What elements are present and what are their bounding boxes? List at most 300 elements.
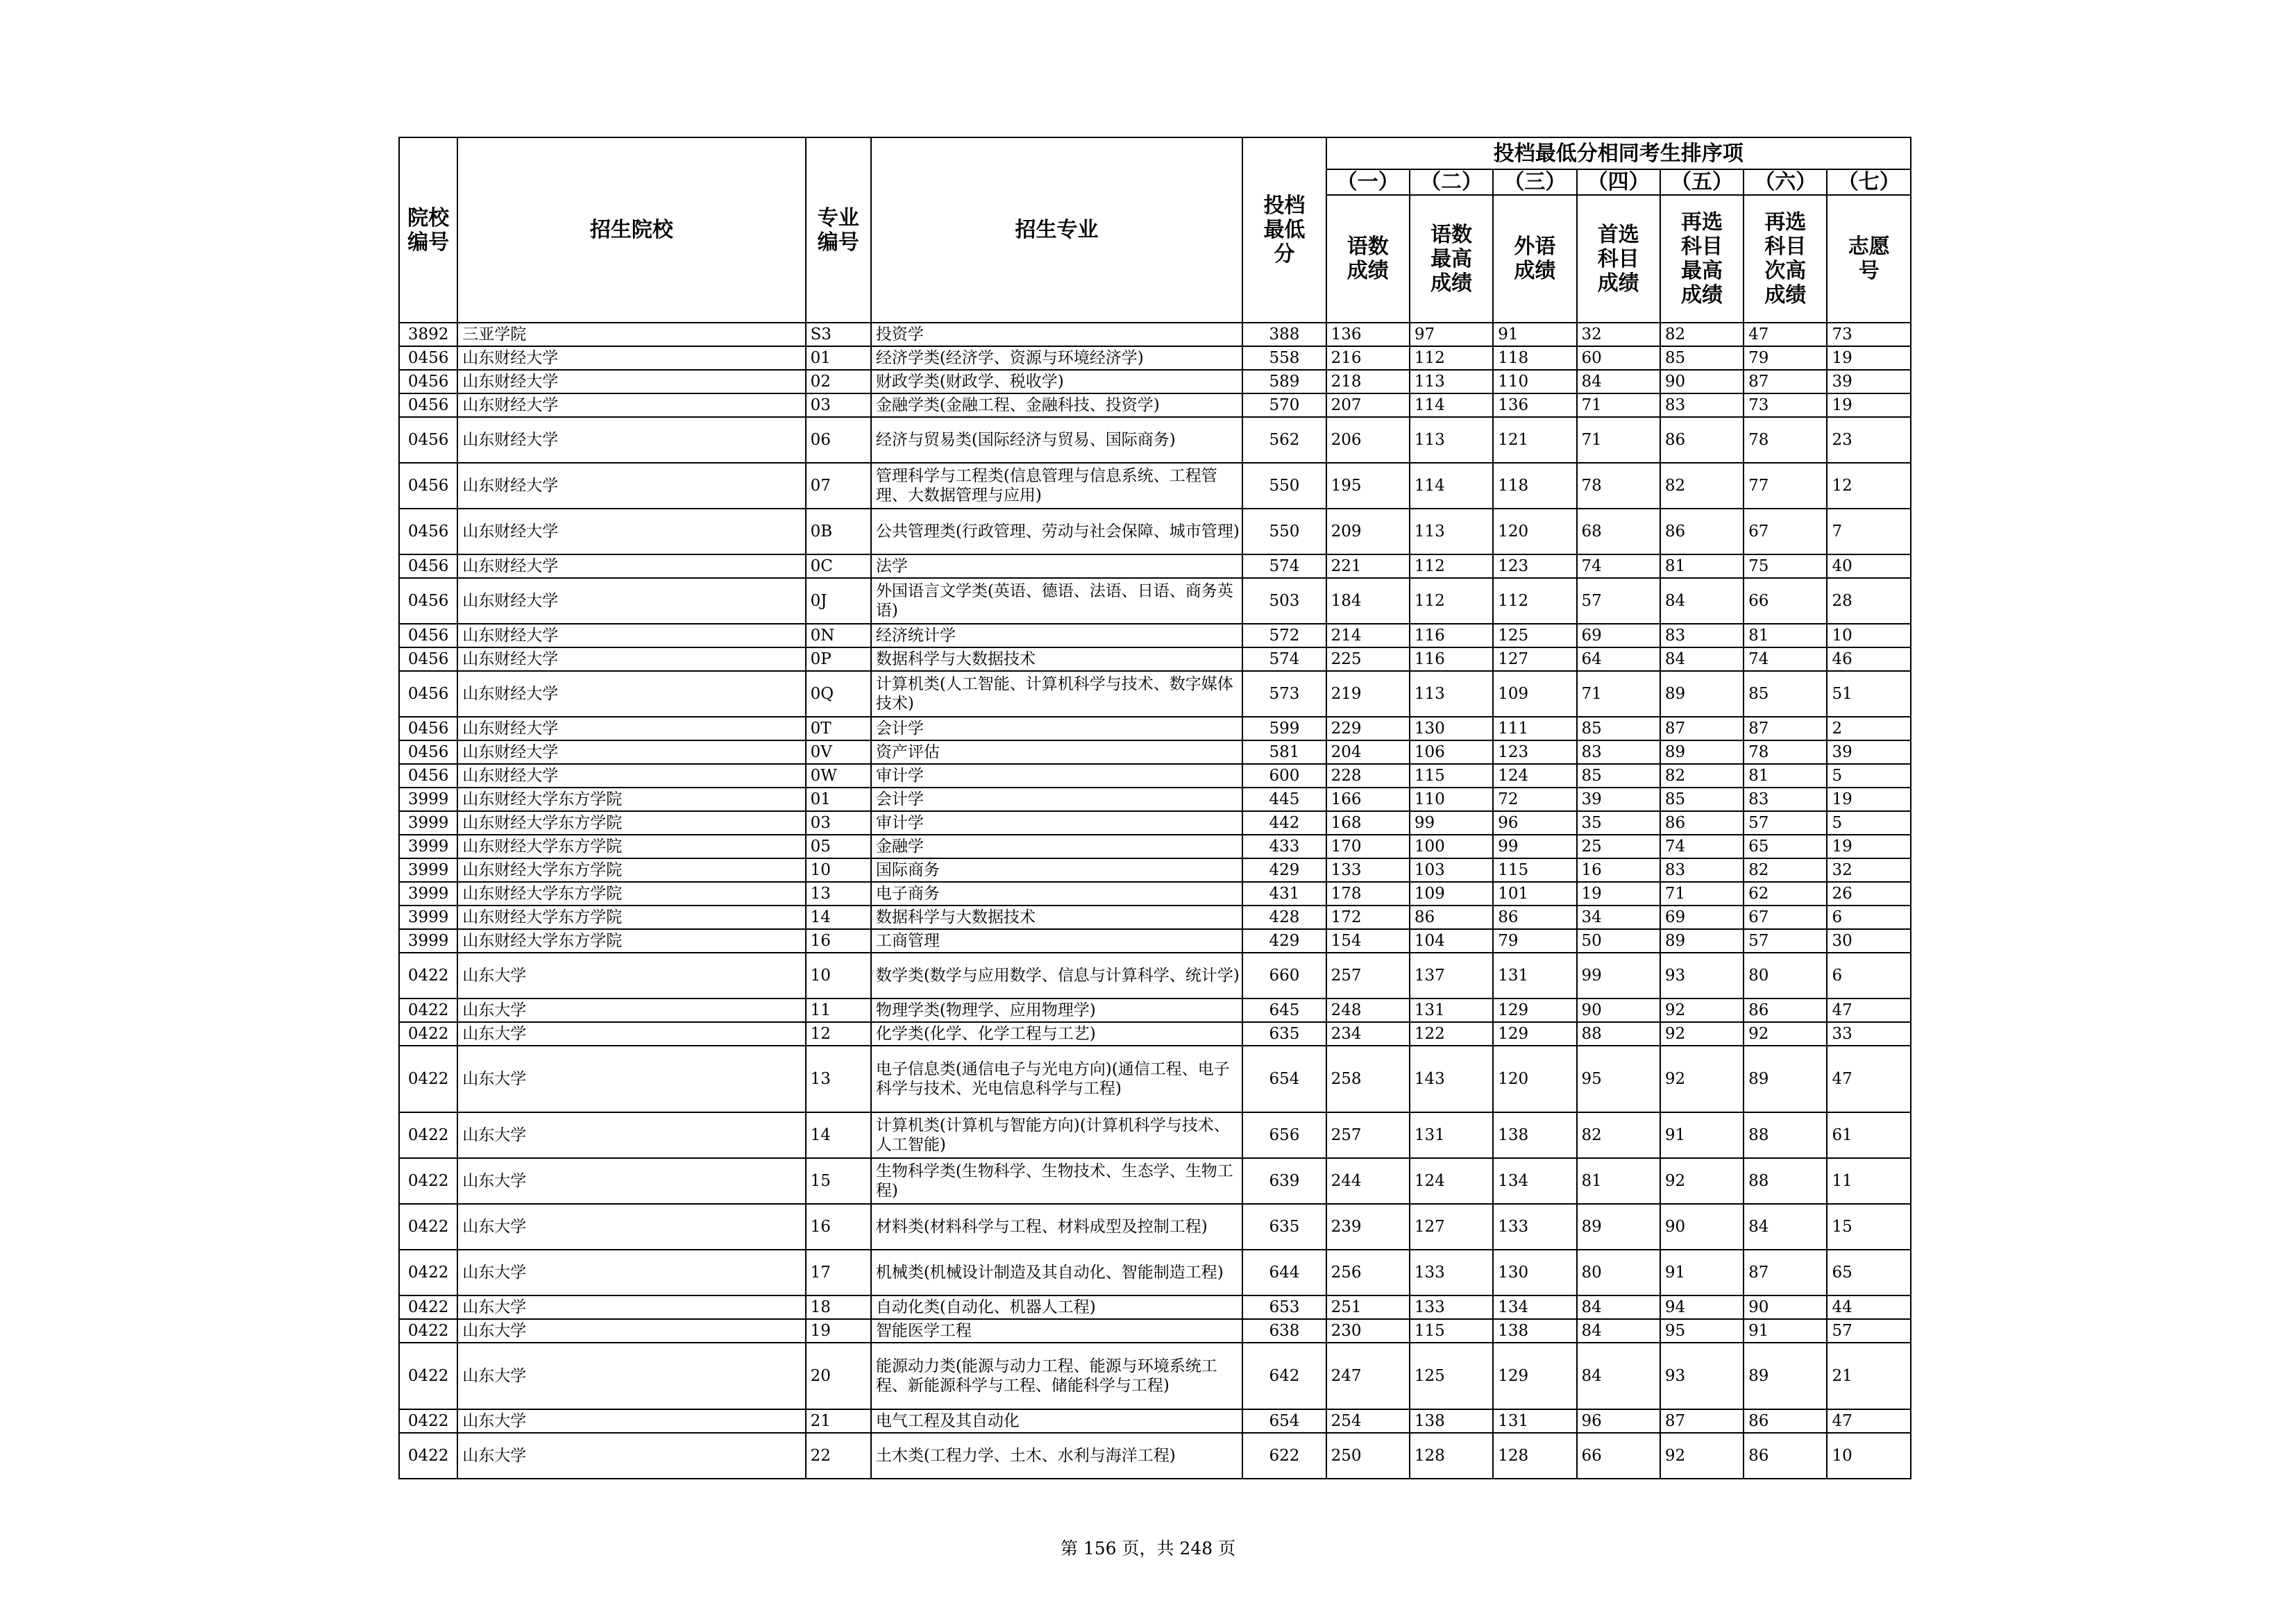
yushu-max-cell: 133	[1410, 1250, 1493, 1295]
min-score-cell: 638	[1242, 1319, 1326, 1343]
school-name-cell: 山东大学	[457, 953, 805, 999]
preference-no-cell: 26	[1827, 882, 1911, 906]
yushu-max-cell: 128	[1410, 1433, 1493, 1479]
second-next-cell: 85	[1744, 671, 1827, 717]
second-next-cell: 74	[1744, 647, 1827, 671]
foreign-lang-cell: 129	[1493, 1343, 1576, 1409]
major-name-cell: 投资学	[871, 323, 1242, 346]
second-next-cell: 88	[1744, 1112, 1827, 1158]
table-row	[399, 1158, 1911, 1204]
preference-no-cell: 39	[1827, 370, 1911, 393]
yushu-max-cell: 125	[1410, 1343, 1493, 1409]
second-max-cell: 83	[1660, 858, 1744, 882]
yushu-score-cell: 172	[1326, 906, 1410, 929]
major-code-cell: 11	[806, 999, 871, 1022]
second-next-cell: 89	[1744, 1343, 1827, 1409]
second-max-cell: 91	[1660, 1112, 1744, 1158]
yushu-score-cell: 214	[1326, 624, 1410, 647]
preference-no-cell: 47	[1827, 1046, 1911, 1112]
school-code-cell: 0422	[399, 999, 457, 1022]
school-code-cell: 0422	[399, 1433, 457, 1479]
header-order-item: 再选科目最高成绩	[1660, 195, 1744, 323]
school-code-cell: 0456	[399, 509, 457, 554]
foreign-lang-cell: 124	[1493, 764, 1576, 788]
first-subject-cell: 16	[1577, 858, 1660, 882]
foreign-lang-cell: 72	[1493, 788, 1576, 811]
major-code-cell: 06	[806, 417, 871, 463]
min-score-cell: 550	[1242, 463, 1326, 509]
min-score-cell: 639	[1242, 1158, 1326, 1204]
second-next-cell: 79	[1744, 346, 1827, 370]
major-code-cell: 0N	[806, 624, 871, 647]
foreign-lang-cell: 99	[1493, 835, 1576, 858]
header-school: 招生院校	[457, 137, 805, 323]
first-subject-cell: 71	[1577, 671, 1660, 717]
foreign-lang-cell: 118	[1493, 346, 1576, 370]
table-row	[399, 811, 1911, 835]
foreign-lang-cell: 115	[1493, 858, 1576, 882]
school-name-cell: 山东财经大学	[457, 509, 805, 554]
major-name-cell: 数据科学与大数据技术	[871, 647, 1242, 671]
yushu-max-cell: 112	[1410, 554, 1493, 578]
second-max-cell: 69	[1660, 906, 1744, 929]
yushu-max-cell: 133	[1410, 1295, 1493, 1319]
foreign-lang-cell: 138	[1493, 1112, 1576, 1158]
second-max-cell: 89	[1660, 671, 1744, 717]
second-next-cell: 66	[1744, 578, 1827, 624]
table-row	[399, 393, 1911, 417]
major-code-cell: 0J	[806, 578, 871, 624]
second-next-cell: 90	[1744, 1295, 1827, 1319]
school-code-cell: 0456	[399, 647, 457, 671]
second-max-cell: 83	[1660, 393, 1744, 417]
foreign-lang-cell: 120	[1493, 1046, 1576, 1112]
table-row	[399, 858, 1911, 882]
major-code-cell: 14	[806, 906, 871, 929]
first-subject-cell: 66	[1577, 1433, 1660, 1479]
school-code-cell: 0422	[399, 1250, 457, 1295]
second-next-cell: 86	[1744, 1433, 1827, 1479]
major-code-cell: 20	[806, 1343, 871, 1409]
school-code-cell: 0456	[399, 463, 457, 509]
yushu-score-cell: 254	[1326, 1409, 1410, 1433]
yushu-max-cell: 138	[1410, 1409, 1493, 1433]
preference-no-cell: 5	[1827, 811, 1911, 835]
table-row	[399, 323, 1911, 346]
second-max-cell: 74	[1660, 835, 1744, 858]
school-code-cell: 0456	[399, 578, 457, 624]
header-order-item: 语数最高成绩	[1410, 195, 1493, 323]
foreign-lang-cell: 120	[1493, 509, 1576, 554]
major-code-cell: 19	[806, 1319, 871, 1343]
school-name-cell: 山东大学	[457, 1433, 805, 1479]
school-code-cell: 3999	[399, 788, 457, 811]
second-max-cell: 82	[1660, 323, 1744, 346]
yushu-max-cell: 99	[1410, 811, 1493, 835]
school-code-cell: 3999	[399, 882, 457, 906]
yushu-max-cell: 110	[1410, 788, 1493, 811]
school-name-cell: 山东财经大学	[457, 370, 805, 393]
school-code-cell: 0422	[399, 1295, 457, 1319]
second-max-cell: 81	[1660, 554, 1744, 578]
second-next-cell: 92	[1744, 1022, 1827, 1046]
major-name-cell: 电子信息类(通信电子与光电方向)(通信工程、电子科学与技术、光电信息科学与工程)	[871, 1046, 1242, 1112]
major-code-cell: 03	[806, 393, 871, 417]
first-subject-cell: 88	[1577, 1022, 1660, 1046]
major-code-cell: 0P	[806, 647, 871, 671]
min-score-cell: 644	[1242, 1250, 1326, 1295]
foreign-lang-cell: 125	[1493, 624, 1576, 647]
school-name-cell: 山东大学	[457, 1250, 805, 1295]
min-score-cell: 574	[1242, 647, 1326, 671]
school-name-cell: 山东大学	[457, 1295, 805, 1319]
second-next-cell: 84	[1744, 1204, 1827, 1250]
school-name-cell: 山东财经大学东方学院	[457, 788, 805, 811]
school-code-cell: 0422	[399, 1158, 457, 1204]
table-row	[399, 764, 1911, 788]
preference-no-cell: 2	[1827, 717, 1911, 740]
preference-no-cell: 47	[1827, 999, 1911, 1022]
school-code-cell: 0422	[399, 1046, 457, 1112]
first-subject-cell: 95	[1577, 1046, 1660, 1112]
school-name-cell: 山东大学	[457, 1343, 805, 1409]
foreign-lang-cell: 129	[1493, 999, 1576, 1022]
yushu-score-cell: 250	[1326, 1433, 1410, 1479]
table-row	[399, 554, 1911, 578]
school-code-cell: 0422	[399, 953, 457, 999]
second-max-cell: 94	[1660, 1295, 1744, 1319]
second-max-cell: 82	[1660, 463, 1744, 509]
second-next-cell: 65	[1744, 835, 1827, 858]
preference-no-cell: 6	[1827, 906, 1911, 929]
yushu-score-cell: 256	[1326, 1250, 1410, 1295]
yushu-score-cell: 204	[1326, 740, 1410, 764]
preference-no-cell: 39	[1827, 740, 1911, 764]
major-name-cell: 会计学	[871, 788, 1242, 811]
yushu-score-cell: 239	[1326, 1204, 1410, 1250]
major-name-cell: 金融学类(金融工程、金融科技、投资学)	[871, 393, 1242, 417]
second-next-cell: 77	[1744, 463, 1827, 509]
yushu-max-cell: 115	[1410, 1319, 1493, 1343]
second-max-cell: 85	[1660, 788, 1744, 811]
second-next-cell: 91	[1744, 1319, 1827, 1343]
min-score-cell: 653	[1242, 1295, 1326, 1319]
table-row	[399, 1250, 1911, 1295]
major-name-cell: 国际商务	[871, 858, 1242, 882]
header-order-item: 语数成绩	[1326, 195, 1410, 323]
major-code-cell: 0T	[806, 717, 871, 740]
second-max-cell: 92	[1660, 1433, 1744, 1479]
school-name-cell: 山东大学	[457, 1112, 805, 1158]
min-score-cell: 570	[1242, 393, 1326, 417]
yushu-max-cell: 116	[1410, 647, 1493, 671]
yushu-score-cell: 166	[1326, 788, 1410, 811]
yushu-score-cell: 234	[1326, 1022, 1410, 1046]
first-subject-cell: 68	[1577, 509, 1660, 554]
second-next-cell: 75	[1744, 554, 1827, 578]
yushu-score-cell: 257	[1326, 1112, 1410, 1158]
preference-no-cell: 5	[1827, 764, 1911, 788]
foreign-lang-cell: 128	[1493, 1433, 1576, 1479]
second-next-cell: 82	[1744, 858, 1827, 882]
school-code-cell: 0422	[399, 1409, 457, 1433]
major-name-cell: 计算机类(人工智能、计算机科学与技术、数字媒体技术)	[871, 671, 1242, 717]
yushu-max-cell: 124	[1410, 1158, 1493, 1204]
school-name-cell: 山东财经大学东方学院	[457, 906, 805, 929]
school-code-cell: 0456	[399, 417, 457, 463]
yushu-max-cell: 97	[1410, 323, 1493, 346]
foreign-lang-cell: 118	[1493, 463, 1576, 509]
yushu-score-cell: 154	[1326, 929, 1410, 953]
preference-no-cell: 40	[1827, 554, 1911, 578]
school-name-cell: 山东财经大学	[457, 764, 805, 788]
second-max-cell: 84	[1660, 578, 1744, 624]
second-max-cell: 90	[1660, 1204, 1744, 1250]
yushu-max-cell: 115	[1410, 764, 1493, 788]
header-order-label: （二）	[1410, 169, 1493, 195]
second-max-cell: 85	[1660, 346, 1744, 370]
table-row	[399, 370, 1911, 393]
first-subject-cell: 82	[1577, 1112, 1660, 1158]
min-score-cell: 574	[1242, 554, 1326, 578]
yushu-max-cell: 131	[1410, 999, 1493, 1022]
major-name-cell: 智能医学工程	[871, 1319, 1242, 1343]
foreign-lang-cell: 134	[1493, 1158, 1576, 1204]
second-max-cell: 92	[1660, 1022, 1744, 1046]
school-code-cell: 0456	[399, 393, 457, 417]
yushu-score-cell: 216	[1326, 346, 1410, 370]
preference-no-cell: 65	[1827, 1250, 1911, 1295]
major-code-cell: 13	[806, 1046, 871, 1112]
second-max-cell: 84	[1660, 647, 1744, 671]
school-name-cell: 山东大学	[457, 1158, 805, 1204]
table-row	[399, 1022, 1911, 1046]
school-name-cell: 山东大学	[457, 999, 805, 1022]
school-code-cell: 0456	[399, 671, 457, 717]
major-code-cell: 0Q	[806, 671, 871, 717]
yushu-score-cell: 219	[1326, 671, 1410, 717]
min-score-cell: 642	[1242, 1343, 1326, 1409]
yushu-score-cell: 257	[1326, 953, 1410, 999]
second-next-cell: 88	[1744, 1158, 1827, 1204]
min-score-cell: 573	[1242, 671, 1326, 717]
yushu-max-cell: 86	[1410, 906, 1493, 929]
table-row	[399, 647, 1911, 671]
first-subject-cell: 71	[1577, 393, 1660, 417]
second-next-cell: 57	[1744, 811, 1827, 835]
major-name-cell: 自动化类(自动化、机器人工程)	[871, 1295, 1242, 1319]
second-max-cell: 71	[1660, 882, 1744, 906]
school-code-cell: 3892	[399, 323, 457, 346]
major-name-cell: 经济与贸易类(国际经济与贸易、国际商务)	[871, 417, 1242, 463]
foreign-lang-cell: 123	[1493, 554, 1576, 578]
first-subject-cell: 32	[1577, 323, 1660, 346]
first-subject-cell: 34	[1577, 906, 1660, 929]
major-code-cell: 12	[806, 1022, 871, 1046]
header-order-item: 首选科目成绩	[1577, 195, 1660, 323]
yushu-max-cell: 113	[1410, 509, 1493, 554]
major-name-cell: 电气工程及其自动化	[871, 1409, 1242, 1433]
foreign-lang-cell: 127	[1493, 647, 1576, 671]
school-code-cell: 3999	[399, 835, 457, 858]
second-max-cell: 86	[1660, 811, 1744, 835]
yushu-score-cell: 228	[1326, 764, 1410, 788]
school-name-cell: 山东大学	[457, 1022, 805, 1046]
foreign-lang-cell: 138	[1493, 1319, 1576, 1343]
yushu-max-cell: 100	[1410, 835, 1493, 858]
second-next-cell: 47	[1744, 323, 1827, 346]
preference-no-cell: 46	[1827, 647, 1911, 671]
preference-no-cell: 57	[1827, 1319, 1911, 1343]
second-max-cell: 92	[1660, 1158, 1744, 1204]
major-name-cell: 会计学	[871, 717, 1242, 740]
major-code-cell: 14	[806, 1112, 871, 1158]
min-score-cell: 635	[1242, 1204, 1326, 1250]
school-name-cell: 山东财经大学	[457, 554, 805, 578]
header-major-code: 专业编号	[806, 137, 871, 323]
preference-no-cell: 61	[1827, 1112, 1911, 1158]
foreign-lang-cell: 130	[1493, 1250, 1576, 1295]
major-code-cell: 16	[806, 929, 871, 953]
yushu-score-cell: 184	[1326, 578, 1410, 624]
school-name-cell: 山东财经大学	[457, 740, 805, 764]
major-code-cell: 0B	[806, 509, 871, 554]
foreign-lang-cell: 133	[1493, 1204, 1576, 1250]
first-subject-cell: 57	[1577, 578, 1660, 624]
foreign-lang-cell: 79	[1493, 929, 1576, 953]
first-subject-cell: 19	[1577, 882, 1660, 906]
major-name-cell: 经济学类(经济学、资源与环境经济学)	[871, 346, 1242, 370]
header-min-score: 投档最低分	[1242, 137, 1326, 323]
preference-no-cell: 32	[1827, 858, 1911, 882]
first-subject-cell: 90	[1577, 999, 1660, 1022]
school-name-cell: 山东财经大学	[457, 647, 805, 671]
major-name-cell: 工商管理	[871, 929, 1242, 953]
major-name-cell: 资产评估	[871, 740, 1242, 764]
second-max-cell: 87	[1660, 1409, 1744, 1433]
table-row	[399, 953, 1911, 999]
first-subject-cell: 89	[1577, 1204, 1660, 1250]
school-code-cell: 0422	[399, 1319, 457, 1343]
min-score-cell: 445	[1242, 788, 1326, 811]
header-order-item: 再选科目次高成绩	[1744, 195, 1827, 323]
major-code-cell: 01	[806, 788, 871, 811]
major-code-cell: 05	[806, 835, 871, 858]
school-name-cell: 山东财经大学东方学院	[457, 811, 805, 835]
header-order-label: （四）	[1577, 169, 1660, 195]
school-code-cell: 3999	[399, 811, 457, 835]
first-subject-cell: 84	[1577, 1343, 1660, 1409]
school-code-cell: 0456	[399, 346, 457, 370]
first-subject-cell: 35	[1577, 811, 1660, 835]
yushu-score-cell: 209	[1326, 509, 1410, 554]
preference-no-cell: 28	[1827, 578, 1911, 624]
table-row	[399, 671, 1911, 717]
yushu-max-cell: 143	[1410, 1046, 1493, 1112]
table-row	[399, 578, 1911, 624]
yushu-max-cell: 137	[1410, 953, 1493, 999]
second-next-cell: 67	[1744, 509, 1827, 554]
foreign-lang-cell: 121	[1493, 417, 1576, 463]
min-score-cell: 635	[1242, 1022, 1326, 1046]
first-subject-cell: 99	[1577, 953, 1660, 999]
foreign-lang-cell: 110	[1493, 370, 1576, 393]
school-name-cell: 山东财经大学	[457, 417, 805, 463]
first-subject-cell: 74	[1577, 554, 1660, 578]
major-name-cell: 计算机类(计算机与智能方向)(计算机科学与技术、人工智能)	[871, 1112, 1242, 1158]
yushu-max-cell: 113	[1410, 417, 1493, 463]
preference-no-cell: 7	[1827, 509, 1911, 554]
major-name-cell: 数据科学与大数据技术	[871, 906, 1242, 929]
yushu-max-cell: 114	[1410, 393, 1493, 417]
yushu-score-cell: 168	[1326, 811, 1410, 835]
major-name-cell: 材料类(材料科学与工程、材料成型及控制工程)	[871, 1204, 1242, 1250]
yushu-score-cell: 258	[1326, 1046, 1410, 1112]
major-code-cell: 18	[806, 1295, 871, 1319]
foreign-lang-cell: 112	[1493, 578, 1576, 624]
yushu-score-cell: 225	[1326, 647, 1410, 671]
second-max-cell: 93	[1660, 1343, 1744, 1409]
min-score-cell: 562	[1242, 417, 1326, 463]
school-name-cell: 山东大学	[457, 1204, 805, 1250]
second-max-cell: 90	[1660, 370, 1744, 393]
school-name-cell: 山东财经大学	[457, 463, 805, 509]
major-code-cell: 03	[806, 811, 871, 835]
preference-no-cell: 12	[1827, 463, 1911, 509]
table-row	[399, 717, 1911, 740]
major-name-cell: 财政学类(财政学、税收学)	[871, 370, 1242, 393]
yushu-score-cell: 207	[1326, 393, 1410, 417]
first-subject-cell: 85	[1577, 717, 1660, 740]
major-code-cell: 0W	[806, 764, 871, 788]
first-subject-cell: 64	[1577, 647, 1660, 671]
foreign-lang-cell: 91	[1493, 323, 1576, 346]
second-max-cell: 82	[1660, 764, 1744, 788]
second-next-cell: 83	[1744, 788, 1827, 811]
first-subject-cell: 39	[1577, 788, 1660, 811]
second-next-cell: 87	[1744, 717, 1827, 740]
major-code-cell: 21	[806, 1409, 871, 1433]
major-code-cell: 0C	[806, 554, 871, 578]
table-row	[399, 788, 1911, 811]
school-name-cell: 山东财经大学	[457, 578, 805, 624]
yushu-score-cell: 230	[1326, 1319, 1410, 1343]
foreign-lang-cell: 109	[1493, 671, 1576, 717]
school-code-cell: 3999	[399, 929, 457, 953]
first-subject-cell: 80	[1577, 1250, 1660, 1295]
first-subject-cell: 25	[1577, 835, 1660, 858]
major-code-cell: 22	[806, 1433, 871, 1479]
major-name-cell: 电子商务	[871, 882, 1242, 906]
min-score-cell: 431	[1242, 882, 1326, 906]
school-name-cell: 山东财经大学	[457, 671, 805, 717]
min-score-cell: 622	[1242, 1433, 1326, 1479]
school-code-cell: 3999	[399, 906, 457, 929]
school-name-cell: 山东大学	[457, 1319, 805, 1343]
second-max-cell: 83	[1660, 624, 1744, 647]
yushu-max-cell: 116	[1410, 624, 1493, 647]
yushu-score-cell: 251	[1326, 1295, 1410, 1319]
preference-no-cell: 47	[1827, 1409, 1911, 1433]
first-subject-cell: 78	[1577, 463, 1660, 509]
major-code-cell: 0V	[806, 740, 871, 764]
preference-no-cell: 19	[1827, 788, 1911, 811]
table-row	[399, 1295, 1911, 1319]
yushu-max-cell: 130	[1410, 717, 1493, 740]
table-row	[399, 1343, 1911, 1409]
yushu-max-cell: 112	[1410, 578, 1493, 624]
major-name-cell: 数学类(数学与应用数学、信息与计算科学、统计学)	[871, 953, 1242, 999]
